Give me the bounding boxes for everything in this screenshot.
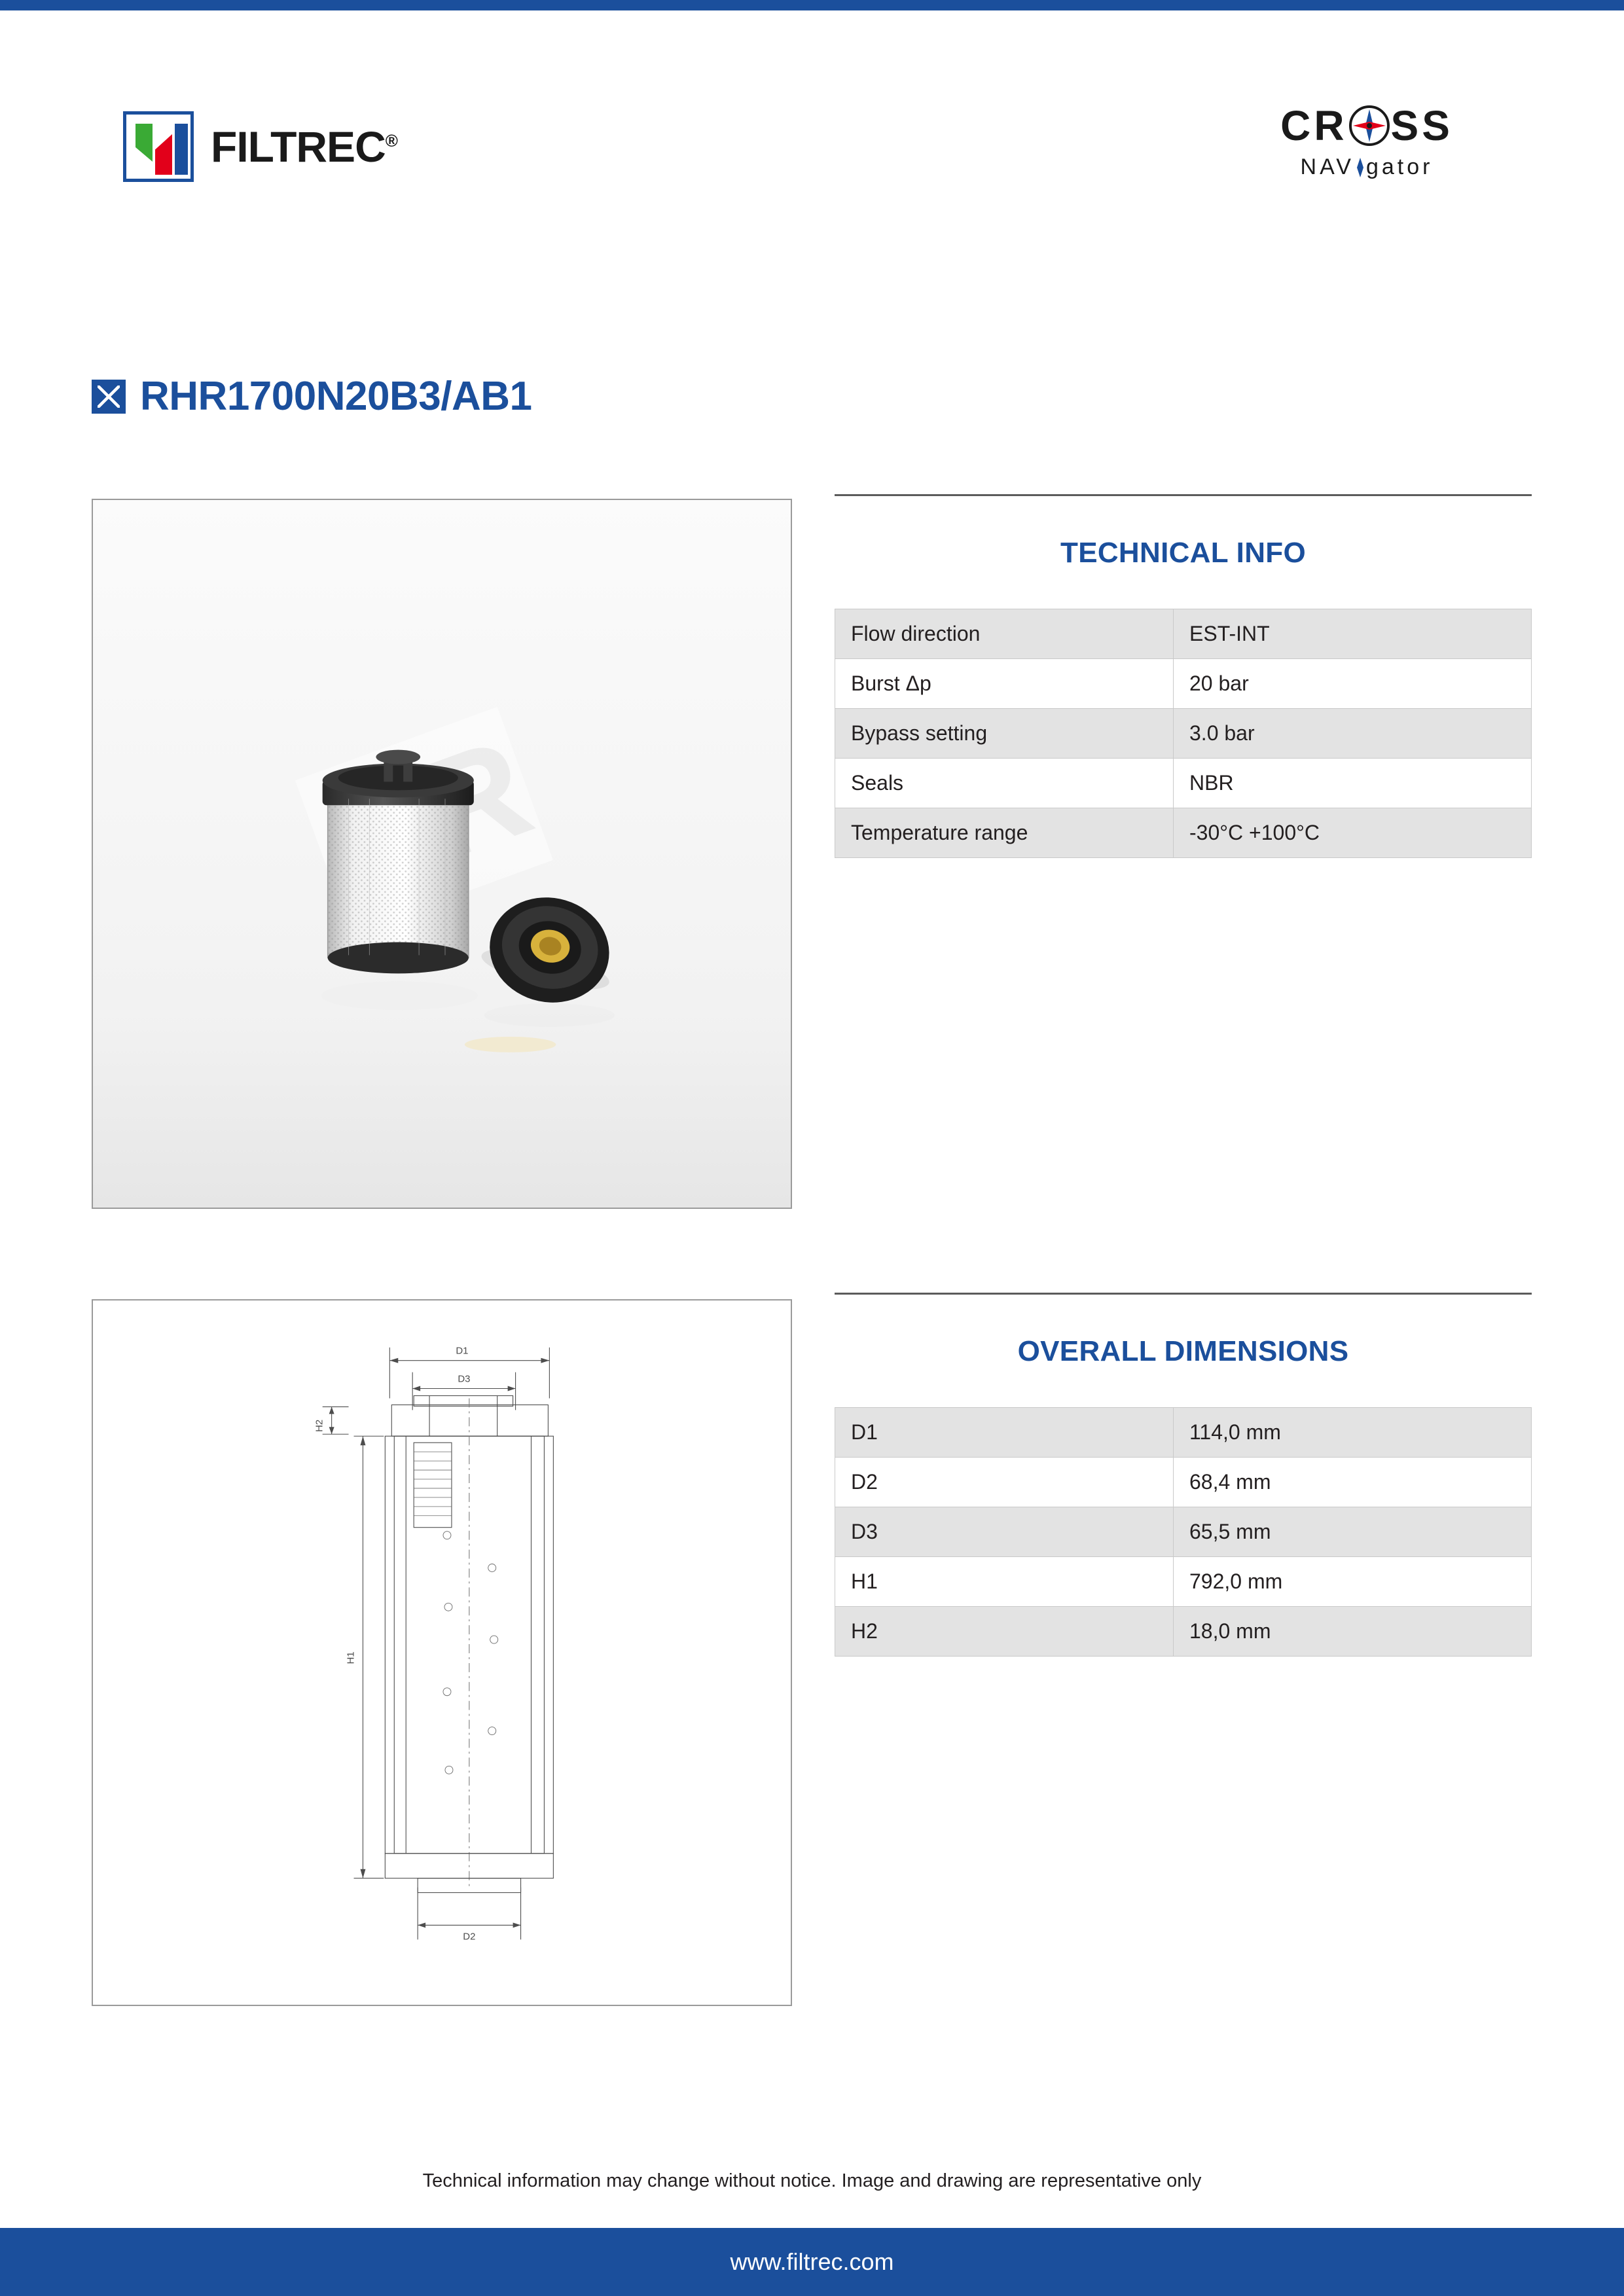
table-row bbox=[835, 759, 1532, 808]
section-divider bbox=[835, 494, 1532, 496]
logo-red-shape bbox=[155, 134, 172, 175]
spec-key: Seals bbox=[835, 759, 1174, 808]
technical-info-heading: TECHNICAL INFO bbox=[1060, 537, 1306, 569]
table-row bbox=[835, 1507, 1532, 1557]
product-title-row bbox=[92, 373, 532, 420]
navigator-text-right: gator bbox=[1365, 154, 1434, 179]
product-photo bbox=[92, 499, 792, 1209]
table-row bbox=[835, 659, 1532, 709]
dimension-value: 114,0 mm bbox=[1174, 1408, 1532, 1458]
footer-bar bbox=[0, 2228, 1624, 2296]
logo-green-shape bbox=[135, 124, 153, 162]
spec-key: Flow direction bbox=[835, 609, 1174, 659]
footer-disclaimer: Technical information may change without notice. Image and drawing are representative only bbox=[422, 2170, 1202, 2191]
table-row bbox=[835, 1607, 1532, 1657]
dimension-key: D1 bbox=[835, 1408, 1174, 1458]
table-row bbox=[835, 1408, 1532, 1458]
spec-value: NBR bbox=[1174, 759, 1532, 808]
table-row bbox=[835, 808, 1532, 858]
spec-value: -30°C +100°C bbox=[1174, 808, 1532, 858]
dimension-value: 792,0 mm bbox=[1174, 1557, 1532, 1607]
cross-navigator-logo bbox=[1233, 102, 1501, 180]
dimension-key: H2 bbox=[835, 1607, 1174, 1657]
table-row bbox=[835, 609, 1532, 659]
svg-text:D3: D3 bbox=[458, 1373, 471, 1385]
cross-text-right: SS bbox=[1390, 102, 1453, 149]
spec-key: Temperature range bbox=[835, 808, 1174, 858]
logo-wordmark bbox=[211, 122, 397, 171]
logo-blue-shape bbox=[175, 124, 188, 175]
table-row bbox=[835, 1557, 1532, 1607]
compass-needle-icon bbox=[1355, 156, 1365, 179]
spec-value: EST-INT bbox=[1174, 609, 1532, 659]
svg-text:D2: D2 bbox=[463, 1931, 476, 1943]
svg-text:H2: H2 bbox=[314, 1419, 325, 1432]
logo-wordmark-text: FILTREC bbox=[211, 122, 386, 171]
spec-value: 20 bar bbox=[1174, 659, 1532, 709]
dimension-key: D2 bbox=[835, 1458, 1174, 1507]
technical-drawing bbox=[92, 1299, 792, 2006]
logo-registered-mark: ® bbox=[385, 131, 397, 151]
dimension-value: 65,5 mm bbox=[1174, 1507, 1532, 1557]
filtrec-flag-logo-icon bbox=[123, 111, 194, 182]
table-row bbox=[835, 709, 1532, 759]
section-divider bbox=[835, 1293, 1532, 1295]
website-link[interactable]: www.filtrec.com bbox=[730, 2248, 894, 2275]
page-title: RHR1700N20B3/AB1 bbox=[140, 374, 532, 419]
page-header bbox=[0, 98, 1624, 229]
filtrec-mark-icon bbox=[92, 380, 126, 414]
overall-dimensions-table bbox=[835, 1407, 1532, 1657]
cross-navigator-line1 bbox=[1233, 102, 1501, 149]
top-edge-bar bbox=[0, 0, 1624, 10]
dimension-key: H1 bbox=[835, 1557, 1174, 1607]
navigator-text-left: NAV bbox=[1300, 154, 1354, 179]
compass-rose-icon bbox=[1349, 105, 1390, 146]
dimension-value: 18,0 mm bbox=[1174, 1607, 1532, 1657]
spec-key: Bypass setting bbox=[835, 709, 1174, 759]
overall-dimensions-section bbox=[835, 1293, 1532, 1657]
svg-text:D1: D1 bbox=[456, 1345, 469, 1357]
svg-text:H1: H1 bbox=[345, 1651, 357, 1664]
cross-text-left: CR bbox=[1280, 102, 1348, 149]
technical-info-section bbox=[835, 494, 1532, 858]
filtrec-logo bbox=[123, 111, 397, 182]
cross-navigator-line2 bbox=[1233, 154, 1501, 180]
dimension-key: D3 bbox=[835, 1507, 1174, 1557]
spec-key: Burst Δp bbox=[835, 659, 1174, 709]
technical-info-table bbox=[835, 609, 1532, 858]
spec-value: 3.0 bar bbox=[1174, 709, 1532, 759]
overall-dimensions-heading: OVERALL DIMENSIONS bbox=[1017, 1335, 1349, 1367]
dimension-value: 68,4 mm bbox=[1174, 1458, 1532, 1507]
table-row bbox=[835, 1458, 1532, 1507]
